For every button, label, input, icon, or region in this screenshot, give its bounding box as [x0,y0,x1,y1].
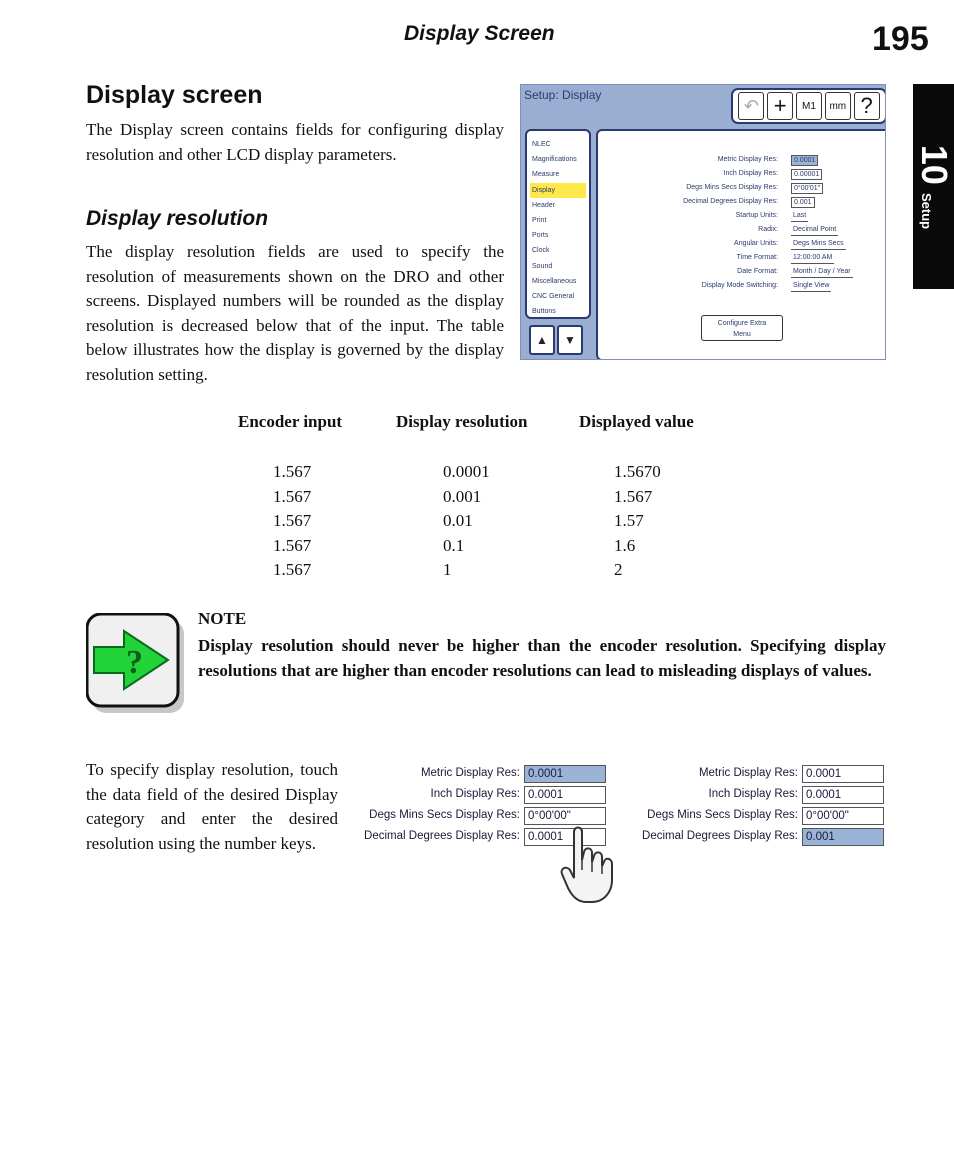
table-cell: 0.1 [443,535,465,555]
table-cell: 1.57 [614,511,644,531]
setup-field-row [598,155,816,166]
field-label: Angular Units: [734,240,778,247]
note-arrow-icon [86,613,186,715]
field-row [632,828,798,846]
table-cell: 1.5670 [614,462,661,481]
field-label: Decimal Degrees Display Res: [642,830,798,842]
table-header-resolution: Display resolution [396,412,528,431]
field-label: Degs Mins Secs Display Res: [686,184,778,191]
subsection-heading: Display resolution [86,207,269,230]
setup-title: Setup: Display [524,88,602,102]
menu-item-miscellaneous[interactable]: Miscellaneous [532,277,577,285]
display-mode-switching-field[interactable]: Single View [791,281,831,292]
page-number: 195 [872,20,929,58]
table-cell: 1.567 [614,486,653,506]
field-label: Inch Display Res: [430,788,520,800]
inch-display-res-field[interactable]: 0.00001 [791,169,822,180]
field-row [802,786,886,804]
field-row [350,807,520,825]
angular-units-field[interactable]: Degs Mins Secs [791,239,846,250]
dms-display-res-field[interactable]: 0°00'01" [791,183,823,194]
field-panel-after [632,764,888,860]
setup-display-screenshot [520,84,886,360]
startup-units-field[interactable]: Last [791,211,808,222]
running-header: Display Screen [404,22,555,45]
metric-display-res-field[interactable]: 0.0001 [802,765,884,783]
field-row [802,807,886,825]
setup-menu-list [525,129,591,319]
table-cell: 1.567 [273,462,312,481]
table-cell: 1.567 [273,486,312,506]
arrow-down-icon[interactable]: ▼ [557,325,583,355]
setup-field-row [598,253,833,264]
add-icon[interactable]: + [767,92,793,120]
setup-field-row [598,239,844,250]
table-cell: 0.001 [443,486,482,506]
svg-text:?: ? [126,644,143,681]
field-label: Startup Units: [735,212,778,219]
table-cell: 1.567 [273,511,312,531]
field-label: Decimal Degrees Display Res: [364,830,520,842]
undo-icon[interactable]: ↶ [738,92,764,120]
scroll-arrows [529,325,583,355]
field-label: Metric Display Res: [420,767,520,779]
field-label: Inch Display Res: [723,170,778,177]
note-title: NOTE [198,609,247,628]
field-row [524,765,608,783]
decimal-degrees-display-res-field[interactable]: 0.001 [802,828,884,846]
menu-item-cnc-general[interactable]: CNC General [532,292,575,300]
field-label: Metric Display Res: [717,156,778,163]
m1-button[interactable]: M1 [796,92,822,120]
field-row [632,765,798,783]
field-row [350,786,520,804]
table-cell: 1.567 [273,560,312,580]
menu-item-display[interactable]: Display [530,183,586,198]
section-heading: Display screen [86,81,263,109]
setup-field-row [598,281,830,292]
setup-field-row [598,197,812,208]
setup-field-row [598,211,807,222]
chapter-label: Setup [918,192,934,229]
radix-field[interactable]: Decimal Point [791,225,838,236]
help-icon[interactable]: ? [854,92,880,120]
decimal-degrees-display-res-field[interactable]: 0.0001 [524,828,606,846]
chapter-tab [913,84,954,289]
configure-extra-menu-button[interactable] [701,315,783,341]
field-label: Degs Mins Secs Display Res: [647,809,798,821]
table-cell: 0.01 [443,511,473,531]
chapter-number: 10 [913,144,954,185]
inch-display-res-field[interactable]: 0.0001 [524,786,606,804]
table-header-displayed: Displayed value [579,412,694,431]
setup-field-row [598,225,837,236]
arrow-up-icon[interactable]: ▲ [529,325,555,355]
menu-item-print[interactable]: Print [532,216,547,224]
setup-field-row [598,169,820,180]
table-cell: 1.567 [273,535,312,555]
inch-display-res-field[interactable]: 0.0001 [802,786,884,804]
menu-item-magnifications[interactable]: Magnifications [532,156,577,164]
field-label: Inch Display Res: [708,788,798,800]
setup-field-row [598,183,821,194]
note-text: Display resolution should never be higher than the encoder resolution. Specifying display resolutions that are higher than encoder resolutions can lead to misleading displays of values. [198,636,886,680]
table-cell: 1 [443,560,452,580]
metric-display-res-field[interactable]: 0.0001 [524,765,606,783]
subsection-body: The display resolution fields are used to specify the resolution of measurements shown on the DRO and other screens. Displayed numbers will be rounded as the display resolution is decreased below that of the input. The table below illustrates how the display is governed by the display resolution setting. [86,242,504,384]
field-row [524,786,608,804]
menu-item-nlec[interactable]: NLEC [532,141,551,148]
field-label: Decimal Degrees Display Res: [683,198,778,205]
setup-field-row [598,267,851,278]
field-row [350,765,520,783]
instruction-text: To specify display resolution, touch the data field of the desired Display category and enter the desired resolution using the number keys. [86,760,338,853]
dms-display-res-field[interactable]: 0°00'00" [802,807,884,825]
field-label: Metric Display Res: [698,767,798,779]
field-row [802,828,886,846]
mm-button[interactable]: mm [825,92,851,120]
field-row [350,828,520,846]
table-cell: 2 [614,560,623,580]
table-cell: 0.0001 [443,462,490,481]
decimal-degrees-display-res-field[interactable]: 0.001 [791,197,815,208]
field-row [632,786,798,804]
section-intro: The Display screen contains fields for configuring display resolution and other LCD display parameters. [86,120,504,164]
menu-item-sound[interactable]: Sound [532,262,553,270]
setup-toolbar [731,88,886,124]
menu-item-header[interactable]: Header [532,201,555,209]
menu-item-ports[interactable]: Ports [532,232,549,240]
field-label: Date Format: [737,268,778,275]
menu-item-buttons[interactable]: Buttons [532,308,556,316]
date-format-field[interactable]: Month / Day / Year [791,267,853,278]
field-label: Time Format: [736,254,778,261]
dms-display-res-field[interactable]: 0°00'00" [524,807,606,825]
field-row [632,807,798,825]
field-label: Display Mode Switching: [701,282,778,289]
metric-display-res-field[interactable]: 0.0001 [791,155,818,166]
menu-item-measure[interactable]: Measure [532,171,560,179]
field-label: Radix: [758,226,778,233]
table-header-encoder: Encoder input [238,412,343,431]
table-cell: 1.6 [614,535,636,555]
field-row [802,765,886,783]
time-format-field[interactable]: 12:00:00 AM [791,253,834,264]
menu-item-clock[interactable]: Clock [532,247,550,255]
configure-button-line1: Configure Extra [717,320,767,327]
pointing-hand-icon [560,822,626,904]
field-label: Degs Mins Secs Display Res: [369,809,520,821]
configure-button-line2: Menu [733,331,751,338]
